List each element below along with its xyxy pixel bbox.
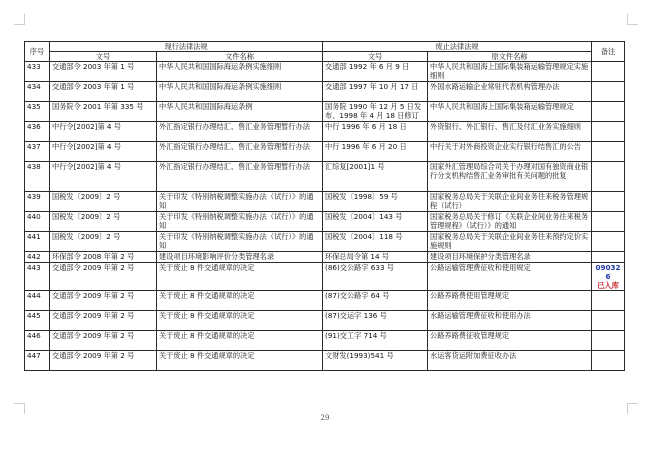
table-row bbox=[25, 82, 625, 102]
header-current-group: 现行法律法规 bbox=[50, 42, 323, 52]
abolished-doc-no: 环保总局令第 14 号 bbox=[323, 252, 428, 263]
abolished-doc-no: 国务院 1990 年 12 月 5 日发布、1998 年 4 月 18 日修订 bbox=[323, 102, 428, 122]
regulations-table bbox=[24, 41, 625, 371]
row-note bbox=[592, 291, 625, 311]
row-seq: 442 bbox=[25, 252, 50, 263]
current-doc-name: 关于印发《特别纳税调整实施办法（试行）》的通知 bbox=[157, 212, 323, 232]
header-abolished-group: 废止法律法规 bbox=[323, 42, 592, 52]
current-doc-name: 外汇指定银行办理结汇、售汇业务管理暂行办法 bbox=[157, 162, 323, 192]
current-doc-no: 交通部令 2009 年第 2 号 bbox=[50, 311, 157, 331]
row-note bbox=[592, 212, 625, 232]
corner-mark-top-left bbox=[14, 14, 25, 25]
table-row bbox=[25, 142, 625, 162]
current-doc-name: 外汇指定银行办理结汇、售汇业务管理暂行办法 bbox=[157, 122, 323, 142]
row-seq: 440 bbox=[25, 212, 50, 232]
abolished-doc-name: 外资银行、外汇银行、售汇及付汇业务实施细则 bbox=[428, 122, 592, 142]
table-row bbox=[25, 212, 625, 232]
row-note bbox=[592, 122, 625, 142]
abolished-doc-no: 汇综复[2001]1 号 bbox=[323, 162, 428, 192]
abolished-doc-no: 交通部 1997 年 10 月 17 日 bbox=[323, 82, 428, 102]
abolished-doc-no: 文财发(1993)541 号 bbox=[323, 351, 428, 371]
current-doc-no: 交通部令 2003 年第 1 号 bbox=[50, 82, 157, 102]
abolished-doc-no: (87)交运字 136 号 bbox=[323, 311, 428, 331]
current-doc-name: 外汇指定银行办理结汇、售汇业务管理暂行办法 bbox=[157, 142, 323, 162]
current-doc-no: 交通部令 2009 年第 2 号 bbox=[50, 263, 157, 291]
abolished-doc-name: 国家税务总局关于修订《关联企业间业务往来税务管理规程》（试行）》的通知 bbox=[428, 212, 592, 232]
row-seq: 439 bbox=[25, 192, 50, 212]
table-row bbox=[25, 263, 625, 291]
header-abolished-doc-name: 原文件名称 bbox=[428, 52, 592, 62]
header-current-doc-no: 文号 bbox=[50, 52, 157, 62]
current-doc-no: 国务院令 2001 年第 335 号 bbox=[50, 102, 157, 122]
current-doc-name: 建设项目环境影响评价分类管理名录 bbox=[157, 252, 323, 263]
row-note bbox=[592, 62, 625, 82]
row-seq: 445 bbox=[25, 311, 50, 331]
corner-mark-top-right bbox=[627, 14, 638, 25]
current-doc-no: 国税发〔2009〕2 号 bbox=[50, 232, 157, 252]
abolished-doc-name: 中行关于对外商投资企业实行银行结售汇的公告 bbox=[428, 142, 592, 162]
table-row bbox=[25, 232, 625, 252]
table-row bbox=[25, 102, 625, 122]
row-seq: 443 bbox=[25, 263, 50, 291]
row-note bbox=[592, 311, 625, 331]
abolished-doc-no: 中行 1996 年 6 月 18 日 bbox=[323, 122, 428, 142]
current-doc-no: 交通部令 2009 年第 2 号 bbox=[50, 291, 157, 311]
abolished-doc-name: 公路养路费使用管理规定 bbox=[428, 291, 592, 311]
row-seq: 444 bbox=[25, 291, 50, 311]
header-seq: 序号 bbox=[25, 42, 50, 62]
abolished-doc-no: 国税发〔2004〕118 号 bbox=[323, 232, 428, 252]
table-row bbox=[25, 62, 625, 82]
current-doc-no: 环保部令 2008 年第 2 号 bbox=[50, 252, 157, 263]
current-doc-name: 关于废止 8 件交通规章的决定 bbox=[157, 351, 323, 371]
row-seq: 438 bbox=[25, 162, 50, 192]
note-status: 已入库 bbox=[597, 281, 619, 290]
current-doc-name: 关于废止 8 件交通规章的决定 bbox=[157, 331, 323, 351]
header-current-doc-name: 文件名称 bbox=[157, 52, 323, 62]
row-seq: 441 bbox=[25, 232, 50, 252]
row-note bbox=[592, 102, 625, 122]
abolished-doc-no: (86)交公路字 633 号 bbox=[323, 263, 428, 291]
current-doc-no: 中行令[2002]第 4 号 bbox=[50, 142, 157, 162]
row-seq: 446 bbox=[25, 331, 50, 351]
table-row bbox=[25, 331, 625, 351]
abolished-doc-name: 国家税务总局关于关联企业间业务往来预约定价实施规则 bbox=[428, 232, 592, 252]
row-note bbox=[592, 331, 625, 351]
current-doc-name: 关于印发《特别纳税调整实施办法（试行）》的通知 bbox=[157, 232, 323, 252]
abolished-doc-name: 外国水路运输企业常驻代表机构管理办法 bbox=[428, 82, 592, 102]
row-seq: 433 bbox=[25, 62, 50, 82]
current-doc-name: 中华人民共和国国际海运条例实施细则 bbox=[157, 62, 323, 82]
current-doc-name: 关于印发《特别纳税调整实施办法（试行）》的通知 bbox=[157, 192, 323, 212]
abolished-doc-name: 国家外汇管理局综合司关于办理对国有独资商业银行分支机构结售汇业务审批有关问题的批复 bbox=[428, 162, 592, 192]
abolished-doc-name: 公路运输管理费征收和使用规定 bbox=[428, 263, 592, 291]
row-seq: 436 bbox=[25, 122, 50, 142]
current-doc-name: 关于废止 8 件交通规章的决定 bbox=[157, 291, 323, 311]
current-doc-no: 国税发〔2009〕2 号 bbox=[50, 192, 157, 212]
abolished-doc-no: 国税发〔2004〕143 号 bbox=[323, 212, 428, 232]
current-doc-no: 交通部令 2003 年第 1 号 bbox=[50, 62, 157, 82]
current-doc-name: 中华人民共和国国际海运条例实施细则 bbox=[157, 82, 323, 102]
header-abolished-doc-no: 文号 bbox=[323, 52, 428, 62]
row-seq: 435 bbox=[25, 102, 50, 122]
abolished-doc-name: 中华人民共和国海上国际集装箱运输管理规定 bbox=[428, 102, 592, 122]
current-doc-no: 中行令[2002]第 4 号 bbox=[50, 162, 157, 192]
row-seq: 447 bbox=[25, 351, 50, 371]
table-row bbox=[25, 162, 625, 192]
abolished-doc-name: 国家税务总局关于关联企业间业务往来税务管理规程（试行） bbox=[428, 192, 592, 212]
current-doc-no: 中行令[2002]第 4 号 bbox=[50, 122, 157, 142]
abolished-doc-no: 交通部 1992 年 6 月 9 日 bbox=[323, 62, 428, 82]
abolished-doc-name: 水运客货运附加费征收办法 bbox=[428, 351, 592, 371]
abolished-doc-name: 水路运输管理费征收和使用办法 bbox=[428, 311, 592, 331]
row-note bbox=[592, 252, 625, 263]
abolished-doc-no: (91)交工字 714 号 bbox=[323, 331, 428, 351]
table-row bbox=[25, 192, 625, 212]
current-doc-no: 国税发〔2009〕2 号 bbox=[50, 212, 157, 232]
abolished-doc-name: 中华人民共和国海上国际集装箱运输管理规定实施细则 bbox=[428, 62, 592, 82]
page-number: 29 bbox=[320, 414, 330, 422]
row-note bbox=[592, 142, 625, 162]
table-row bbox=[25, 252, 625, 263]
abolished-doc-no: (87)交公路字 64 号 bbox=[323, 291, 428, 311]
current-doc-no: 交通部令 2009 年第 2 号 bbox=[50, 331, 157, 351]
corner-mark-bottom-left bbox=[14, 403, 25, 414]
header-note: 备注 bbox=[592, 42, 625, 62]
corner-mark-bottom-right bbox=[627, 403, 638, 414]
abolished-doc-no: 中行 1996 年 6 月 20 日 bbox=[323, 142, 428, 162]
current-doc-name: 关于废止 8 件交通规章的决定 bbox=[157, 311, 323, 331]
row-seq: 437 bbox=[25, 142, 50, 162]
current-doc-no: 交通部令 2009 年第 2 号 bbox=[50, 351, 157, 371]
current-doc-name: 关于废止 8 件交通规章的决定 bbox=[157, 263, 323, 291]
row-note bbox=[592, 232, 625, 252]
table-row bbox=[25, 311, 625, 331]
row-note bbox=[592, 351, 625, 371]
row-note bbox=[592, 162, 625, 192]
row-note bbox=[592, 263, 625, 291]
note-code: 090326 bbox=[595, 263, 621, 281]
table-row bbox=[25, 291, 625, 311]
abolished-doc-name: 公路养路费征收管理规定 bbox=[428, 331, 592, 351]
abolished-doc-no: 国税发〔1998〕59 号 bbox=[323, 192, 428, 212]
row-note bbox=[592, 192, 625, 212]
current-doc-name: 中华人民共和国国际海运条例 bbox=[157, 102, 323, 122]
abolished-doc-name: 建设项目环境保护分类管理名录 bbox=[428, 252, 592, 263]
row-note bbox=[592, 82, 625, 102]
row-seq: 434 bbox=[25, 82, 50, 102]
table-row bbox=[25, 351, 625, 371]
table-row bbox=[25, 122, 625, 142]
